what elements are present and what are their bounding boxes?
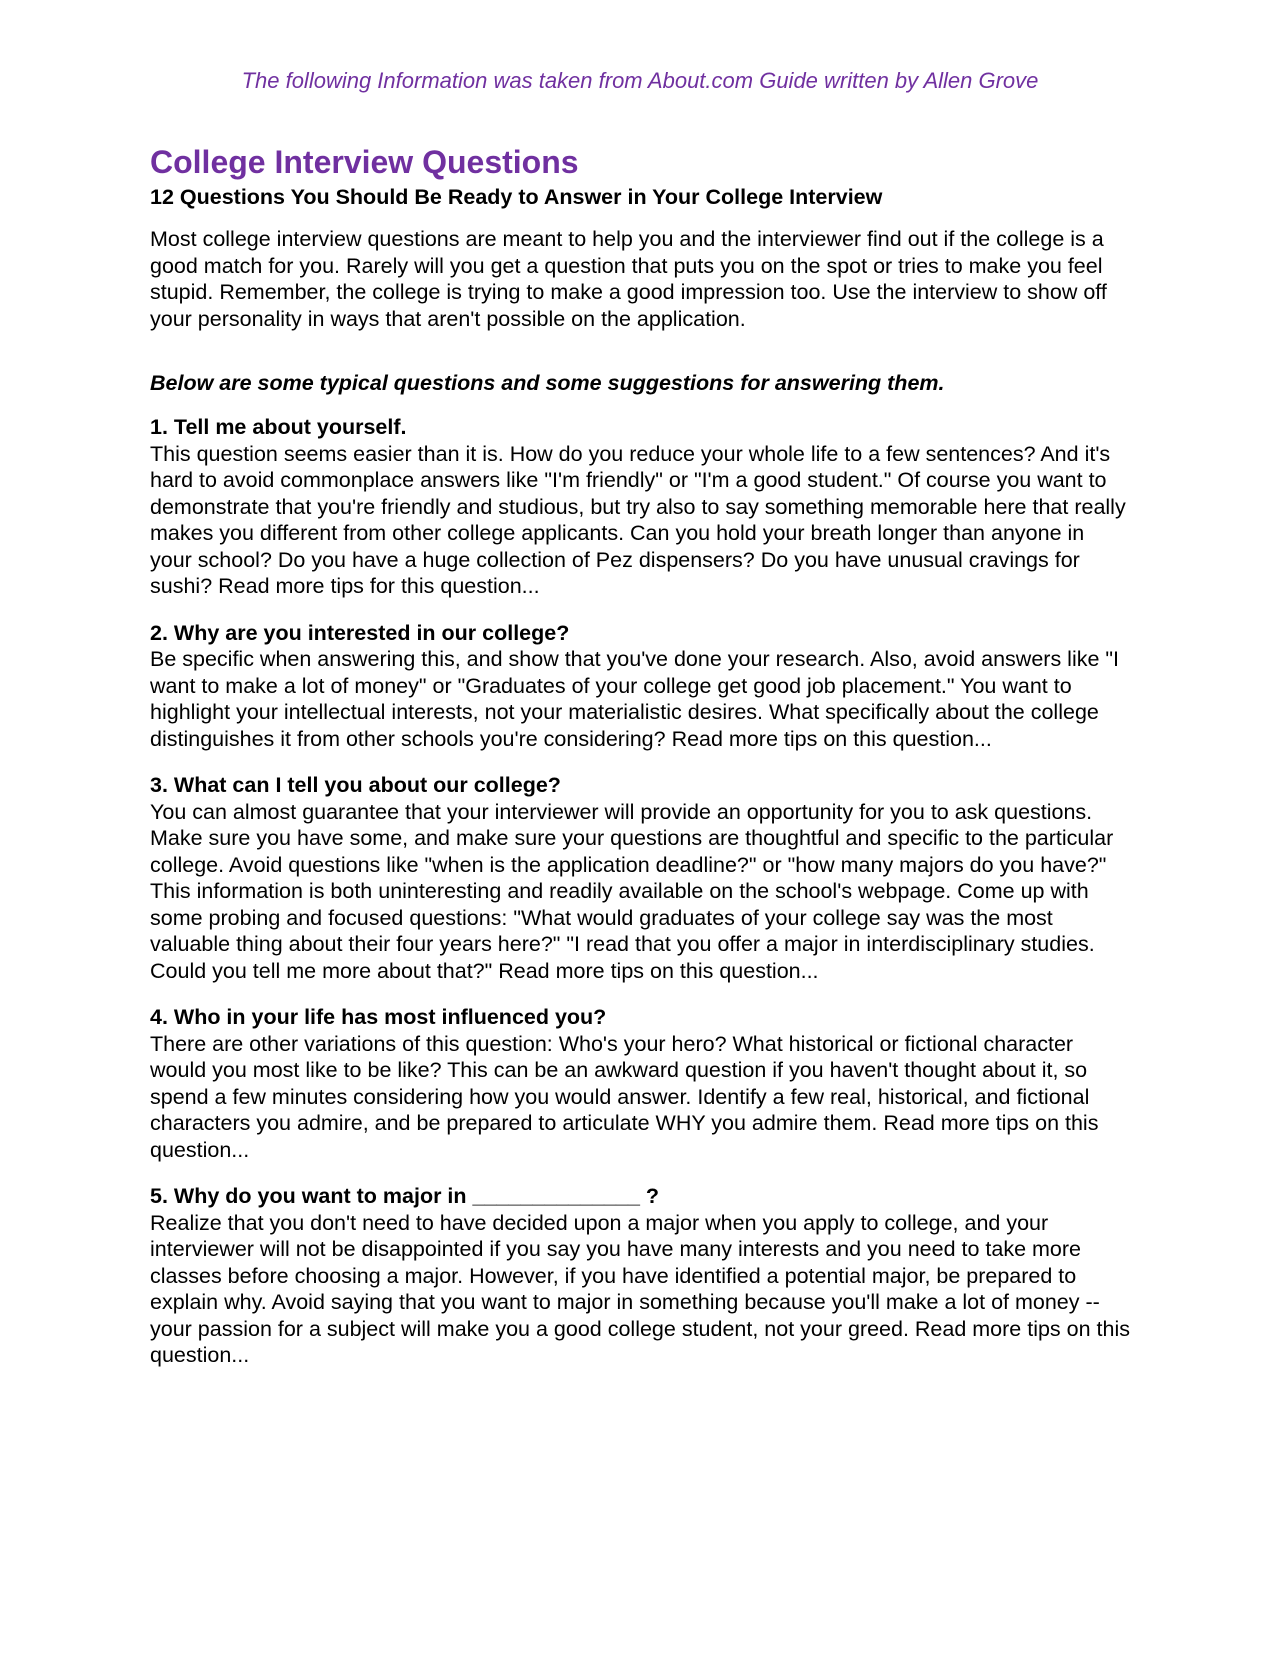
question-answer: There are other variations of this question: Who's your hero? What historical or fictional character would you most like to be like? This can be an awkward question if you haven't thought about it, so spend a few minutes considering how you would answer. Identify a few real, historical, and fictional characters you admire, and be prepared to articulate WHY you admire them. Read more tips on this question... (150, 1031, 1099, 1162)
question-answer: Be specific when answering this, and show that you've done your research. Also, avoid answers like "I want to make a lot of money" or "Graduates of your college get good job placement." You want to highlight your intellectual interests, not your materialistic desires. What specifically about the college distinguishes it from other schools you're considering? Read more tips on this question... (150, 647, 1120, 751)
question-block (150, 1183, 1130, 1369)
question-block (150, 620, 1130, 753)
question-answer: You can almost guarantee that your interviewer will provide an opportunity for you to ask questions. Make sure you have some, and make sure your questions are thoughtful and specific to the particular college. Avoid questions like "when is the application deadline?" or "how many majors do you have?" This information is both uninteresting and readily available on the school's webpage. Come up with some probing and focused questions: "What would graduates of your college say was the most valuable thing about their four years here?" "I read that you offer a major in interdisciplinary studies. Could you tell me more about that?" Read more tips on this question... (150, 799, 1114, 983)
question-title: 5. Why do you want to major in ______________ ? (150, 1184, 660, 1208)
question-answer: This question seems easier than it is. How do you reduce your whole life to a few sentences? And it's hard to avoid commonplace answers like "I'm friendly" or "I'm a good student." Of course you want to demonstrate that you're friendly and studious, but try also to say something memorable here that really makes you different from other college applicants. Can you hold your breath longer than anyone in your school? Do you have a huge collection of Pez dispensers? Do you have unusual cravings for sushi? Read more tips for this question... (150, 441, 1126, 598)
intro-paragraph: Most college interview questions are meant to help you and the interviewer find out if the college is a good match for you. Rarely will you get a question that puts you on the spot or tries to make you feel stupid. Remember, the college is trying to make a good impression too. Use the interview to show off your personality in ways that aren't possible on the application. (150, 227, 1107, 331)
question-block (150, 414, 1130, 600)
question-answer: Realize that you don't need to have decided upon a major when you apply to college, and your interviewer will not be disappointed if you say you have many interests and you need to take more classes before choosing a major. However, if you have identified a potential major, be prepared to explain why. Avoid saying that you want to major in something because you'll make a lot of money -- your passion for a subject will make you a good college student, not your greed. Read more tips on this question... (150, 1210, 1130, 1367)
document-page (150, 66, 1130, 1389)
question-title: 1. Tell me about yourself. (150, 415, 407, 439)
question-block (150, 772, 1130, 984)
question-title: 4. Who in your life has most influenced you? (150, 1005, 607, 1029)
source-attribution: The following Information was taken from About.com Guide written by Allen Grove (241, 68, 1039, 93)
document-title: College Interview Questions (150, 144, 579, 180)
question-title: 3. What can I tell you about our college? (150, 773, 561, 797)
question-title: 2. Why are you interested in our college? (150, 620, 570, 645)
questions-lead-in: Below are some typical questions and some suggestions for answering them. (150, 371, 945, 395)
question-block (150, 1004, 1130, 1163)
document-subtitle: 12 Questions You Should Be Ready to Answer in Your College Interview (150, 185, 883, 209)
